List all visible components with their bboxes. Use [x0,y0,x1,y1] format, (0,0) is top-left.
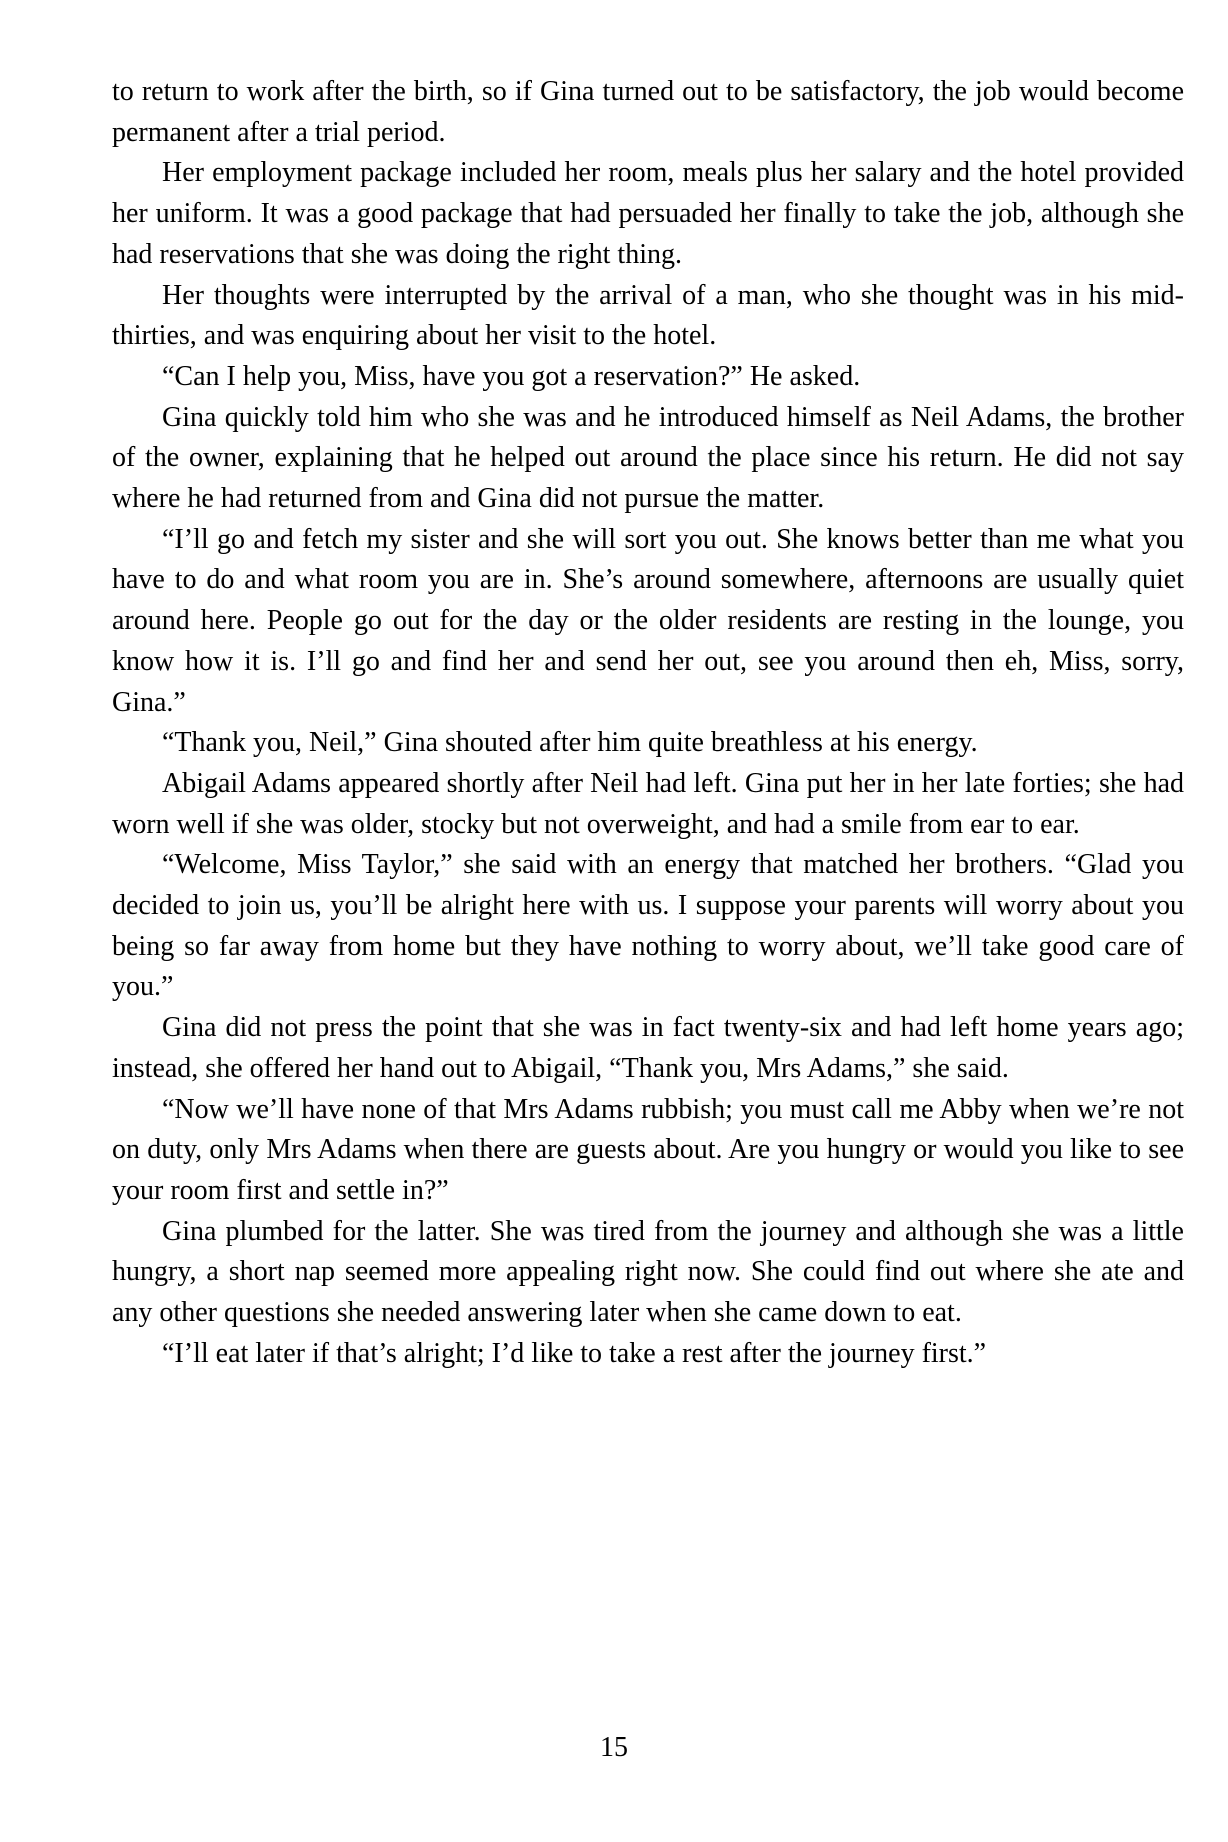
paragraph: “Now we’ll have none of that Mrs Adams rubbish; you must call me Abby when we’re not on duty, only Mrs Adams when there are guests about. Are you hungry or would you like to see your room first and settle in?” [112,1093,1184,1206]
paragraph: Her employment package included her room, meals plus her salary and the hotel provided her uniform. It was a good package that had persuaded her finally to take the job, although she had reservations that she was doing the right thing. [112,157,1184,270]
paragraph: Abigail Adams appeared shortly after Neil had left. Gina put her in her late forties; she had worn well if she was older, stocky but not overweight, and had a smile from ear to ear. [112,767,1184,840]
paragraph: “Welcome, Miss Taylor,” she said with an energy that matched her brothers. “Glad you decided to join us, you’ll be alright here with us. I suppose your parents will worry about you being so far away from home but they have nothing to worry about, we’ll take good care of you.” [112,849,1184,1003]
paragraph: “Thank you, Neil,” Gina shouted after him quite breathless at his energy. [162,727,978,759]
body-text [112,72,1184,1375]
paragraph: “Can I help you, Miss, have you got a reservation?” He asked. [162,360,861,392]
paragraph: “I’ll eat later if that’s alright; I’d like to take a rest after the journey first.” [162,1337,987,1369]
paragraph: Her thoughts were interrupted by the arrival of a man, who she thought was in his mid-thirties, and was enquiring about her visit to the hotel. [112,279,1184,352]
paragraph: “I’ll go and fetch my sister and she will sort you out. She knows better than me what you have to do and what room you are in. She’s around somewhere, afternoons are usually quiet around here. People go out for the day or the older residents are resting in the lounge, you know how it is. I’ll go and find her and send her out, see you around then eh, Miss, sorry, Gina.” [112,523,1184,718]
paragraph: Gina did not press the point that she was in fact twenty-six and had left home years ago; instead, she offered her hand out to Abigail, “Thank you, Mrs Adams,” she said. [112,1012,1184,1084]
paragraph: Gina quickly told him who she was and he introduced himself as Neil Adams, the brother of the owner, explaining that he helped out around the place since his return. He did not say where he had returned from and Gina did not pursue the matter. [112,401,1184,515]
page-number: 15 [600,1732,628,1763]
paragraph: Gina plumbed for the latter. She was tired from the journey and although she was a little hungry, a short nap seemed more appealing right now. She could find out where she ate and any other questions she needed answering later when she came down to eat. [112,1215,1184,1329]
paragraph: to return to work after the birth, so if Gina turned out to be satisfactory, the job would become permanent after a trial period. [112,76,1184,148]
